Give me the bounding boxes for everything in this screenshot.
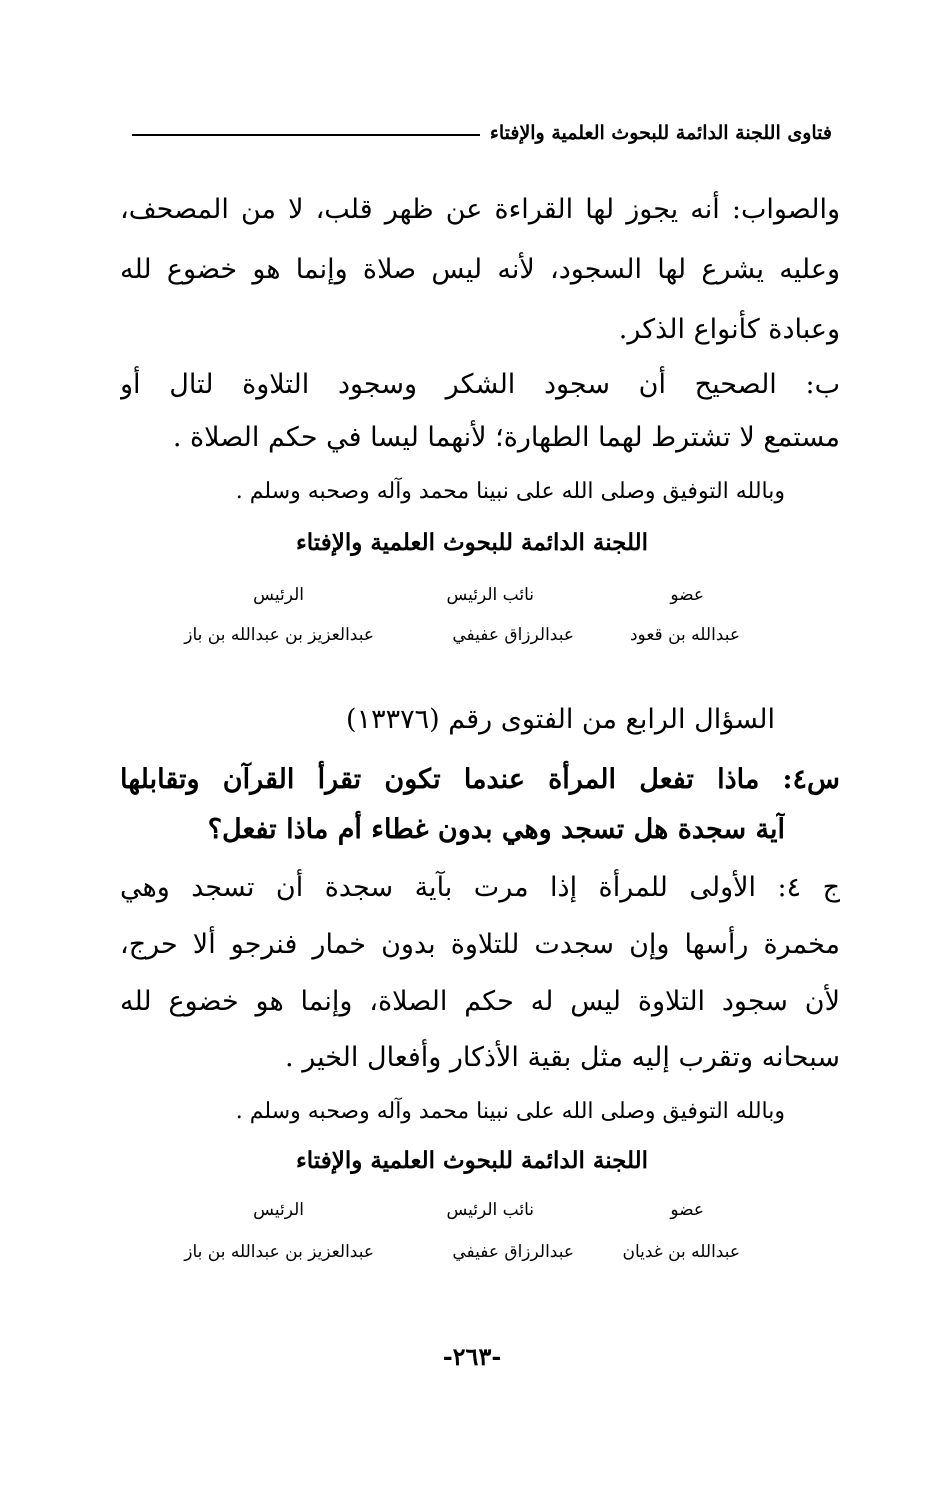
answer-prev-line-1: والصواب: أنه يجوز لها القراءة عن ظهر قلب، لا من المصحف، — [120, 194, 840, 225]
question-line-1: س٤: ماذا تفعل المرأة عندما تكون تقرأ القرآن وتقابلها — [120, 764, 840, 795]
signatory-chairman: عبدالعزيز بن عبدالله بن باز — [184, 625, 374, 645]
signature-names-1 — [120, 625, 824, 655]
signatory-member: عبدالله بن غديان — [622, 1242, 740, 1262]
answer-prev-line-5: مستمع لا تشترط لهما الطهارة؛ لأنهما ليسا في حكم الصلاة . — [172, 422, 840, 453]
signatory-chairman: عبدالعزيز بن عبدالله بن باز — [184, 1242, 374, 1262]
closing-prayer-2: وبالله التوفيق وصلى الله على نبينا محمد وآله وصحبه وسلم . — [235, 1099, 785, 1124]
role-member: عضو — [670, 585, 704, 605]
answer-line-1: ج ٤: الأولى للمرأة إذا مرت بآية سجدة أن تسجد وهي — [120, 872, 840, 903]
closing-prayer-1: وبالله التوفيق وصلى الله على نبينا محمد وآله وصحبه وسلم . — [235, 479, 785, 504]
signature-roles-2 — [120, 1200, 824, 1230]
signature-roles-1 — [120, 585, 824, 615]
role-vice-chairman: نائب الرئيس — [446, 585, 534, 605]
signature-names-2 — [120, 1242, 824, 1272]
question-heading: السؤال الرابع من الفتوى رقم (١٣٣٧٦) — [346, 704, 775, 735]
question-line-2: آية سجدة هل تسجد وهي بدون غطاء أم ماذا تفعل؟ — [207, 814, 785, 845]
role-member: عضو — [670, 1200, 704, 1220]
answer-prev-line-4: ب: الصحيح أن سجود الشكر وسجود التلاوة لتال أو — [120, 369, 840, 400]
answer-line-2: مخمرة رأسها وإن سجدت للتلاوة بدون خمار فنرجو ألا حرج، — [120, 929, 840, 960]
running-header — [132, 118, 832, 148]
role-vice-chairman: نائب الرئيس — [446, 1200, 534, 1220]
committee-name-2: اللجنة الدائمة للبحوث العلمية والإفتاء — [295, 1147, 649, 1174]
role-chairman: الرئيس — [253, 1200, 304, 1220]
answer-prev-line-3: وعبادة كأنواع الذكر. — [618, 314, 840, 345]
page-number: -٢٦٣- — [442, 1342, 502, 1371]
signatory-vice-chairman: عبدالرزاق عفيفي — [452, 1242, 574, 1262]
committee-name-1: اللجنة الدائمة للبحوث العلمية والإفتاء — [295, 529, 649, 556]
answer-prev-line-2: وعليه يشرع لها السجود، لأنه ليس صلاة وإنما هو خضوع لله — [120, 254, 840, 285]
signatory-member: عبدالله بن قعود — [629, 625, 740, 645]
running-header-title: فتاوى اللجنة الدائمة للبحوث العلمية والإفتاء — [489, 122, 832, 144]
answer-line-3: لأن سجود التلاوة ليس له حكم الصلاة، وإنما هو خضوع لله — [120, 986, 840, 1017]
header-rule — [132, 134, 480, 136]
role-chairman: الرئيس — [253, 585, 304, 605]
signatory-vice-chairman: عبدالرزاق عفيفي — [452, 625, 574, 645]
answer-line-4: سبحانه وتقرب إليه مثل بقية الأذكار وأفعال الخير . — [285, 1042, 840, 1073]
